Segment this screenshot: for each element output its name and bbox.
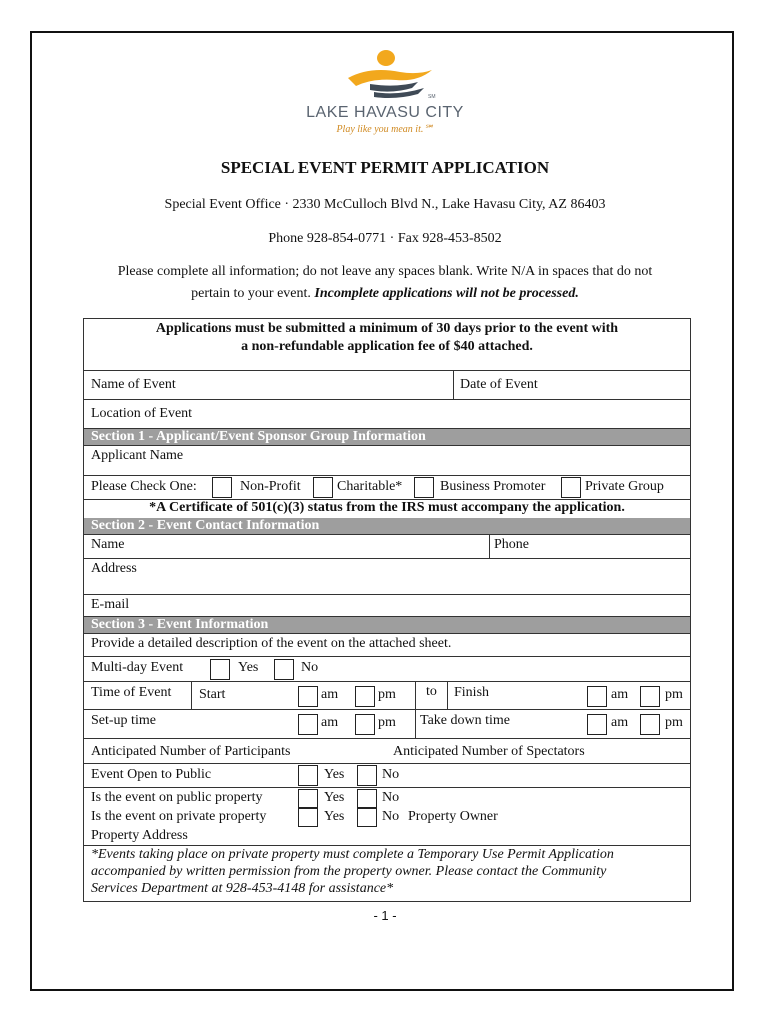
- address-label: Address: [91, 561, 137, 576]
- certificate-note-row: [84, 500, 690, 518]
- takedown-am-checkbox[interactable]: [587, 714, 607, 735]
- business-promoter-label: Business Promoter: [440, 479, 546, 494]
- multi-day-label: Multi-day Event: [91, 660, 184, 675]
- setup-pm-checkbox[interactable]: [355, 714, 375, 735]
- section-1-header: [84, 429, 690, 446]
- setup-am-label: am: [321, 715, 339, 730]
- divider: [489, 535, 490, 558]
- event-name-row[interactable]: [84, 371, 690, 400]
- charitable-label: Charitable*: [337, 479, 403, 494]
- multi-day-yes-checkbox[interactable]: [210, 659, 230, 680]
- email-row[interactable]: [84, 595, 690, 617]
- start-am-checkbox[interactable]: [298, 686, 318, 707]
- instructions-line-2: [0, 286, 770, 302]
- public-yes-checkbox[interactable]: [298, 765, 318, 786]
- finish-pm-checkbox[interactable]: [640, 686, 660, 707]
- private-property-no-label: No: [382, 809, 400, 824]
- spectators-label: Anticipated Number of Spectators: [393, 744, 585, 759]
- divider: [453, 371, 454, 399]
- setup-am-checkbox[interactable]: [298, 714, 318, 735]
- applicant-name-row[interactable]: [84, 446, 690, 476]
- setup-time-row: [84, 710, 690, 739]
- participants-label: Anticipated Number of Participants: [91, 744, 291, 759]
- notice-row: [84, 319, 690, 371]
- public-no-label: No: [382, 767, 400, 782]
- public-property-yes-checkbox[interactable]: [298, 789, 318, 808]
- private-property-yes-checkbox[interactable]: [298, 808, 318, 827]
- setup-time-label[interactable]: Set-up time: [91, 713, 156, 728]
- property-owner-label[interactable]: Property Owner: [408, 809, 498, 824]
- open-to-public-label: Event Open to Public: [91, 767, 212, 782]
- divider: [447, 682, 448, 709]
- divider: [191, 682, 192, 709]
- section-3-title: Section 3 - Event Information: [91, 617, 269, 632]
- non-profit-label: Non-Profit: [240, 479, 301, 494]
- lake-havasu-logo: [300, 48, 470, 144]
- private-property-no-checkbox[interactable]: [357, 808, 377, 827]
- takedown-pm-checkbox[interactable]: [640, 714, 660, 735]
- property-row: [84, 788, 690, 846]
- multi-day-no-label: No: [301, 660, 319, 675]
- email-label: E-mail: [91, 597, 130, 612]
- section-3-header: [84, 617, 690, 634]
- setup-pm-label: pm: [378, 715, 396, 730]
- takedown-time-label[interactable]: Take down time: [420, 713, 510, 728]
- to-label: to: [426, 684, 437, 699]
- office-address: Special Event Office · 2330 McCulloch Blvd N., Lake Havasu City, AZ 86403: [164, 197, 606, 212]
- private-property-note-row: [84, 846, 690, 901]
- start-am-label: am: [321, 687, 339, 702]
- location-row[interactable]: [84, 400, 690, 429]
- description-row: [84, 634, 690, 657]
- private-property-yes-label: Yes: [324, 809, 345, 824]
- date-of-event-label: Date of Event: [460, 377, 538, 392]
- section-1-title: Section 1 - Applicant/Event Sponsor Group Information: [91, 429, 426, 444]
- time-of-event-row: [84, 682, 690, 710]
- private-note-line-2: accompanied by written permission from the property owner. Please contact the Community: [91, 864, 607, 879]
- property-address-label[interactable]: Property Address: [91, 828, 188, 843]
- private-property-label: Is the event on private property: [91, 809, 267, 824]
- contact-name-label: Name: [91, 537, 125, 552]
- instructions-warning: Incomplete applications will not be processed.: [314, 286, 579, 301]
- private-group-checkbox[interactable]: [561, 477, 581, 498]
- section-2-header: [84, 518, 690, 535]
- contact-name-row[interactable]: [84, 535, 690, 559]
- sun-figure-icon: [300, 48, 470, 104]
- public-property-label: Is the event on public property: [91, 790, 263, 805]
- private-group-label: Private Group: [585, 479, 664, 494]
- private-note-line-3: Services Department at 928-453-4148 for assistance*: [91, 881, 394, 896]
- section-2-title: Section 2 - Event Contact Information: [91, 518, 320, 533]
- start-pm-label: pm: [378, 687, 396, 702]
- check-one-row: [84, 476, 690, 500]
- non-profit-checkbox[interactable]: [212, 477, 232, 498]
- instructions-text: pertain to your event.: [191, 286, 311, 301]
- notice-line-1: Applications must be submitted a minimum of 30 days prior to the event with: [155, 321, 619, 336]
- start-label[interactable]: Start: [199, 687, 226, 702]
- open-to-public-row: [84, 764, 690, 788]
- public-no-checkbox[interactable]: [357, 765, 377, 786]
- logo-name: LAKE HAVASU CITY: [306, 104, 464, 121]
- finish-am-label: am: [611, 687, 629, 702]
- name-of-event-label: Name of Event: [91, 377, 176, 392]
- divider: [415, 682, 416, 709]
- check-one-label: Please Check One:: [91, 479, 197, 494]
- description-label: Provide a detailed description of the event on the attached sheet.: [91, 636, 452, 651]
- page-title: SPECIAL EVENT PERMIT APPLICATION: [220, 158, 550, 177]
- phone-fax: Phone 928-854-0771 · Fax 928-453-8502: [268, 231, 502, 246]
- divider: [415, 710, 416, 738]
- charitable-checkbox[interactable]: [313, 477, 333, 498]
- start-pm-checkbox[interactable]: [355, 686, 375, 707]
- business-promoter-checkbox[interactable]: [414, 477, 434, 498]
- applicant-name-label: Applicant Name: [91, 448, 184, 463]
- instructions-line-1: Please complete all information; do not leave any spaces blank. Write N/A in spaces that do not: [117, 264, 653, 279]
- multi-day-row: [84, 657, 690, 682]
- attendance-row[interactable]: [84, 739, 690, 764]
- certificate-note: *A Certificate of 501(c)(3) status from the IRS must accompany the application.: [149, 500, 625, 515]
- page-number: - 1 -: [373, 908, 397, 923]
- location-of-event-label: Location of Event: [91, 406, 193, 421]
- notice-line-2: a non-refundable application fee of $40 attached.: [241, 339, 533, 354]
- finish-pm-label: pm: [665, 687, 683, 702]
- public-property-yes-label: Yes: [324, 790, 345, 805]
- takedown-pm-label: pm: [665, 715, 683, 730]
- multi-day-no-checkbox[interactable]: [274, 659, 294, 680]
- contact-phone-label: Phone: [494, 537, 529, 552]
- service-mark: SM: [428, 94, 436, 100]
- multi-day-yes-label: Yes: [238, 660, 259, 675]
- logo-tagline: Play like you mean it.℠: [336, 124, 434, 135]
- public-yes-label: Yes: [324, 767, 345, 782]
- time-of-event-label: Time of Event: [91, 685, 172, 700]
- finish-am-checkbox[interactable]: [587, 686, 607, 707]
- takedown-am-label: am: [611, 715, 629, 730]
- finish-label[interactable]: Finish: [454, 685, 490, 700]
- address-row[interactable]: [84, 559, 690, 595]
- application-form: [83, 318, 691, 902]
- private-note-line-1: *Events taking place on private property must complete a Temporary Use Permit Application: [91, 847, 614, 862]
- public-property-no-checkbox[interactable]: [357, 789, 377, 808]
- public-property-no-label: No: [382, 790, 400, 805]
